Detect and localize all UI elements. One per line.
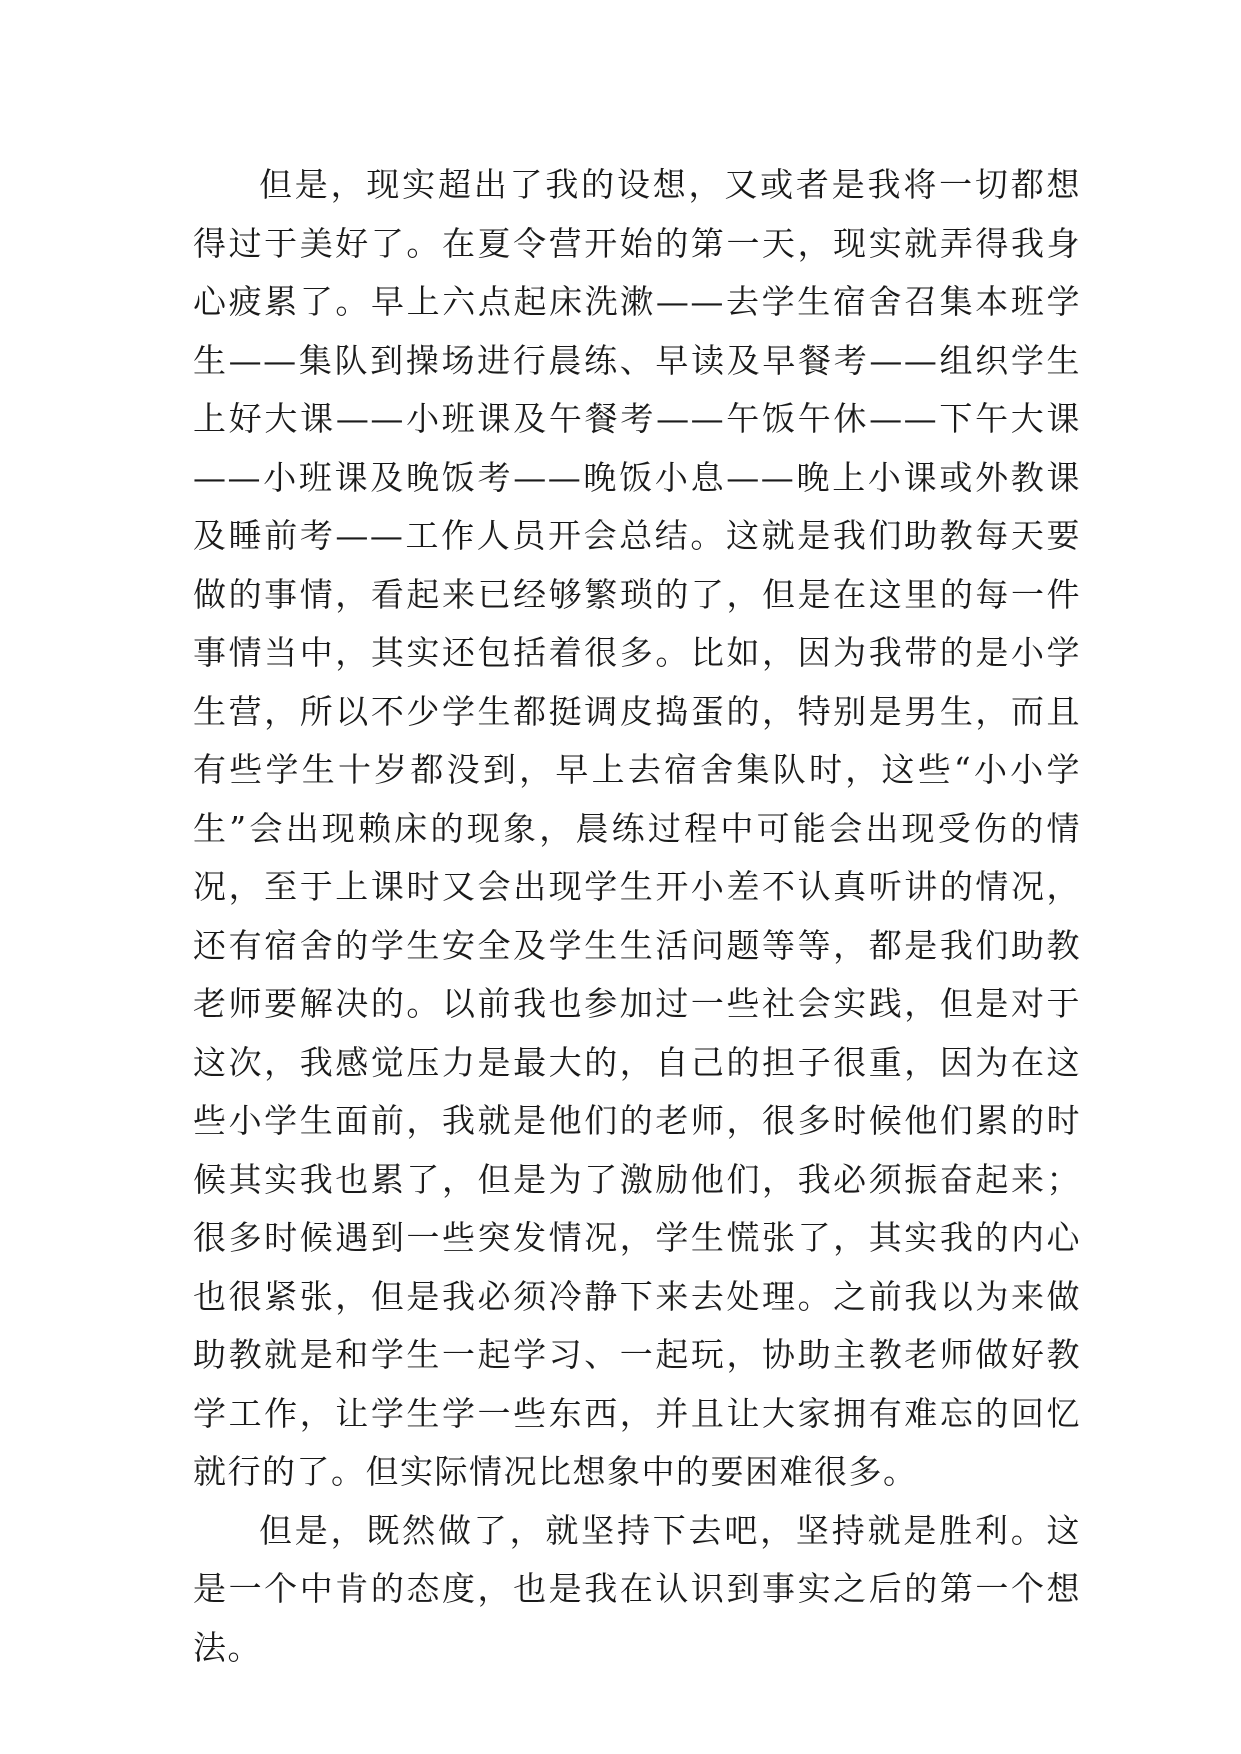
paragraph-1: 但是，现实超出了我的设想，又或者是我将一切都想得过于美好了。在夏令营开始的第一天，现实就弄得我身心疲累了。早上六点起床洗漱——去学生宿舍召集本班学生——集队到操场进行晨练、早读及早餐考——组织学生上好大课——小班课及午餐考——午饭午休——下午大课——小班课及晚饭考——晚饭小息——晚上小课或外教课及睡前考——工作人员开会总结。这就是我们助教每天要做的事情，看起来已经够繁琐的了，但是在这里的每一件事情当中，其实还包括着很多。比如，因为我带的是小学生营，所以不少学生都挺调皮捣蛋的，特别是男生，而且有些学生十岁都没到，早上去宿舍集队时，这些“小小学生”会出现赖床的现象，晨练过程中可能会出现受伤的情况，至于上课时又会出现学生开小差不认真听讲的情况，还有宿舍的学生安全及学生生活问题等等，都是我们助教老师要解决的。以前我也参加过一些社会实践，但是对于这次，我感觉压力是最大的，自己的担子很重，因为在这些小学生面前，我就是他们的老师，很多时候他们累的时候其实我也累了，但是为了激励他们，我必须振奋起来；很多时候遇到一些突发情况，学生慌张了，其实我的内心也很紧张，但是我必须冷静下来去处理。之前我以为来做助教就是和学生一起学习、一起玩，协助主教老师做好教学工作，让学生学一些东西，并且让大家拥有难忘的回忆就行的了。但实际情况比想象中的要困难很多。 — [193, 165, 1081, 1491]
body-text — [193, 156, 1081, 1677]
paragraph-2: 但是，既然做了，就坚持下去吧，坚持就是胜利。这是一个中肯的态度，也是我在认识到事实之后的第一个想法。 — [193, 1510, 1081, 1667]
